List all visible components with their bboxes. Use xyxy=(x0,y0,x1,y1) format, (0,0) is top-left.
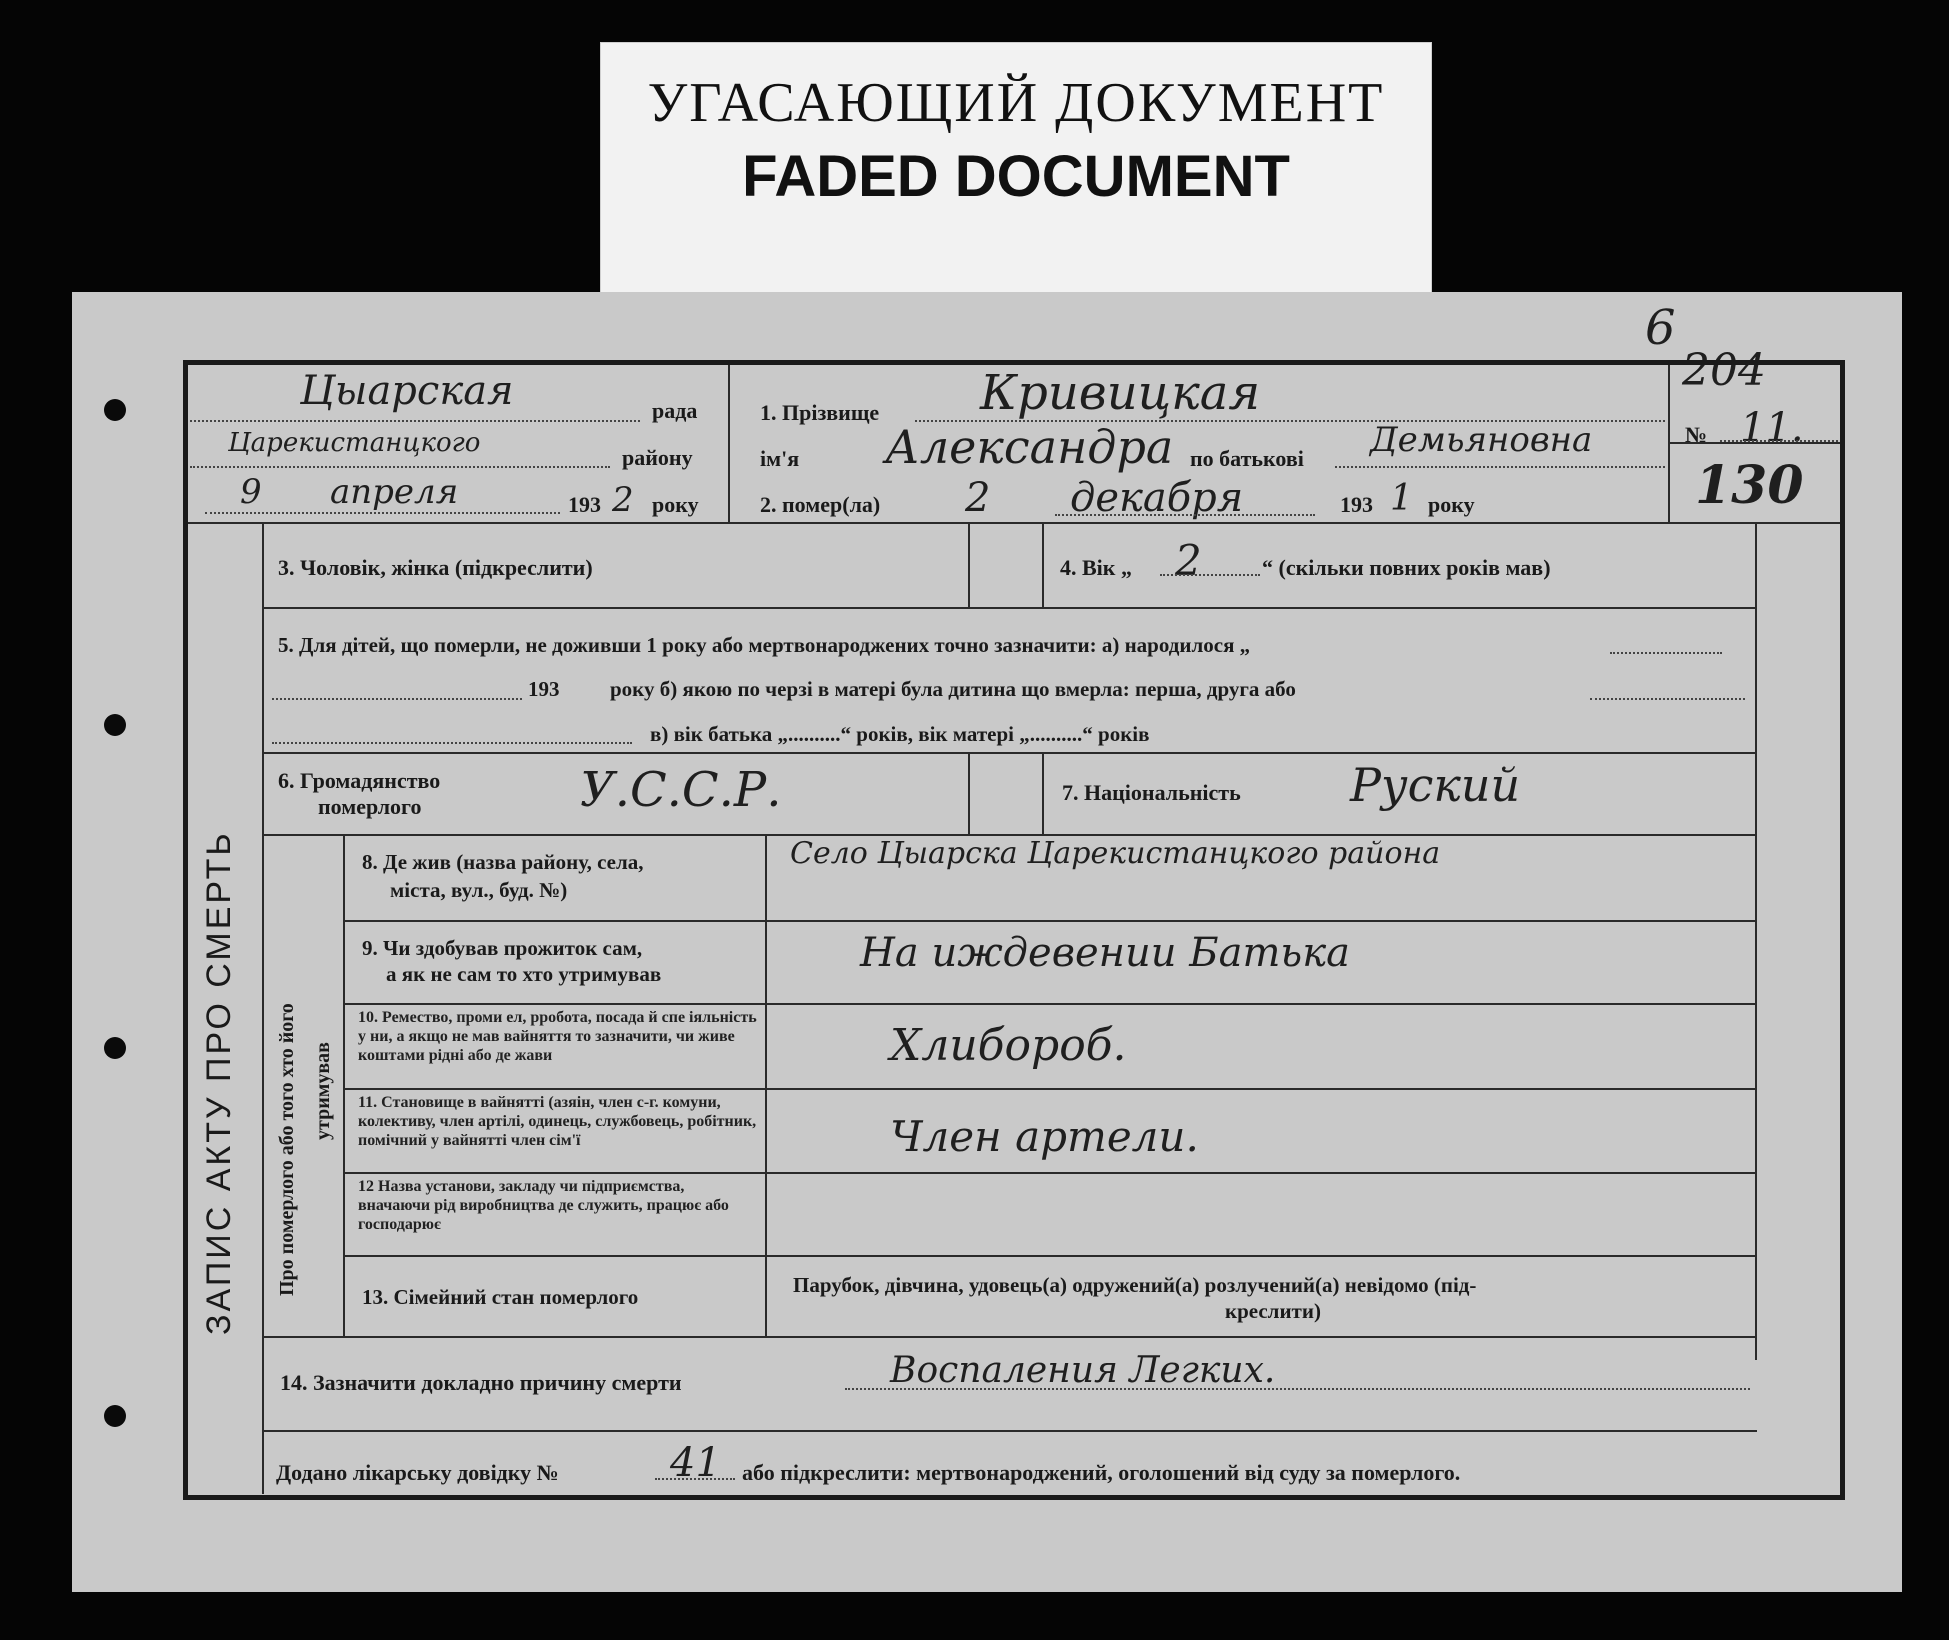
registration-year-prefix: 193 xyxy=(568,492,601,517)
banner-russian-text: УГАСАЮЩИЙ ДОКУМЕНТ xyxy=(647,72,1385,134)
punch-hole-icon xyxy=(104,1405,126,1427)
citizenship-label2: померлого xyxy=(318,794,422,819)
rayon-label: району xyxy=(622,445,693,470)
record-number-label: № xyxy=(1685,422,1708,447)
patronymic-label: по батькові xyxy=(1190,446,1304,471)
died-month: декабря xyxy=(1070,475,1244,521)
employment-status-value: Член артели. xyxy=(890,1112,1199,1161)
surname-value: Кривицкая xyxy=(980,365,1261,421)
infant-line2: року б) якою по черзі в матері була дитина що вмерла: перша, друга або xyxy=(610,677,1296,701)
workplace-label: 12 Назва установи, закладу чи підприємства, вначаючи рід виробництва де служить, працює або господарює xyxy=(358,1178,729,1233)
faded-document-banner xyxy=(600,42,1432,296)
punch-hole-icon xyxy=(104,714,126,736)
age-label-end: “ (скільки повних років мав) xyxy=(1262,555,1551,580)
residence-label1: 8. Де жив (назва району, села, xyxy=(362,850,644,874)
nationality-label: 7. Національність xyxy=(1062,780,1241,805)
medical-certificate-number: 41 xyxy=(670,1440,721,1486)
gender-label: 3. Чоловік, жінка (підкреслити) xyxy=(278,555,593,580)
citizenship-value: У.С.С.Р. xyxy=(580,762,782,818)
died-year-digit: 1 xyxy=(1390,478,1413,519)
vertical-title: ЗАПИС АКТУ ПРО СМЕРТЬ xyxy=(200,830,238,1335)
age-value: 2 xyxy=(1175,536,1202,585)
punch-hole-icon xyxy=(104,399,126,421)
infant-line3: в) вік батька „..........“ років, вік матері „..........“ років xyxy=(650,722,1150,746)
corner-mark: 6 xyxy=(1645,300,1676,356)
surname-label: 1. Прізвище xyxy=(760,400,880,425)
registration-day: 9 xyxy=(240,472,262,512)
infant-line1: 5. Для дітей, що померли, не доживши 1 року або мертвонароджених точно зазначити: а) народилося „ xyxy=(278,633,1251,657)
livelihood-label2: а як не сам то хто утримував xyxy=(386,962,662,986)
died-year-prefix: 193 xyxy=(1340,492,1373,517)
medical-certificate-tail: або підкреслити: мертвонароджений, оголошений від суду за померлого. xyxy=(742,1460,1461,1485)
record-number-value: 11. xyxy=(1740,405,1804,451)
name-label: ім'я xyxy=(760,446,800,471)
cause-of-death-label: 14. Зазначити докладно причину смерти xyxy=(280,1370,682,1395)
age-label-start: 4. Вік „ xyxy=(1060,555,1132,580)
rada-value: Цыарская xyxy=(300,368,514,414)
marital-status-label: 13. Сімейний стан померлого xyxy=(362,1285,639,1309)
name-value: Александра xyxy=(885,420,1174,474)
residence-label2: міста, вул., буд. №) xyxy=(390,878,568,902)
residence-value: Село Цыарска Царекистанцкого района xyxy=(790,836,1441,871)
vertical-subtitle-1: Про померлого або того хто його xyxy=(276,1003,298,1296)
died-label: 2. помер(ла) xyxy=(760,492,881,517)
marital-options-line1: Парубок, дівчина, удовець(а) одружений(а) розлучений(а) невідомо (під- xyxy=(793,1273,1477,1297)
livelihood-label1: 9. Чи здобував прожиток сам, xyxy=(362,936,643,960)
cause-of-death-value: Воспаления Легких. xyxy=(890,1350,1276,1391)
occupation-label: 10. Ремество, проми ел, рробота, посада й спе іяльність у ни, а якщо не мав вайняття то зазначити, чи живе коштами рідні або де жави xyxy=(358,1009,757,1064)
registration-month: апреля xyxy=(330,472,459,512)
infant-year-prefix: 193 xyxy=(528,677,560,701)
citizenship-label1: 6. Громадянство xyxy=(278,768,441,793)
patronymic-value: Демьяновна xyxy=(1370,420,1593,460)
rayon-value: Царекистанцкого xyxy=(228,428,481,458)
banner-english-text: FADED DOCUMENT xyxy=(742,144,1290,209)
marital-options-line2: креслити) xyxy=(1225,1299,1321,1323)
medical-certificate-label: Додано лікарську довідку № xyxy=(276,1460,559,1485)
corner-number-top: 204 xyxy=(1682,345,1766,396)
registration-year-label: року xyxy=(652,492,699,517)
died-year-label: року xyxy=(1428,492,1475,517)
punch-hole-icon xyxy=(104,1037,126,1059)
employment-status-label: 11. Становище в вайнятті (азяін, член с-г. комуни, колективу, член артілі, одинець, службовець, робітник, помічний у вайнятті член сім'ї xyxy=(358,1094,757,1149)
vertical-subtitle-2: утримував xyxy=(312,1042,334,1140)
rada-label: рада xyxy=(652,398,698,423)
registration-year-digit: 2 xyxy=(612,480,634,520)
nationality-value: Руский xyxy=(1350,758,1521,812)
died-day: 2 xyxy=(965,475,991,521)
livelihood-value: На иждевении Батька xyxy=(860,930,1350,976)
corner-number-bottom: 130 xyxy=(1695,455,1804,516)
occupation-value: Хлибороб. xyxy=(890,1020,1127,1071)
